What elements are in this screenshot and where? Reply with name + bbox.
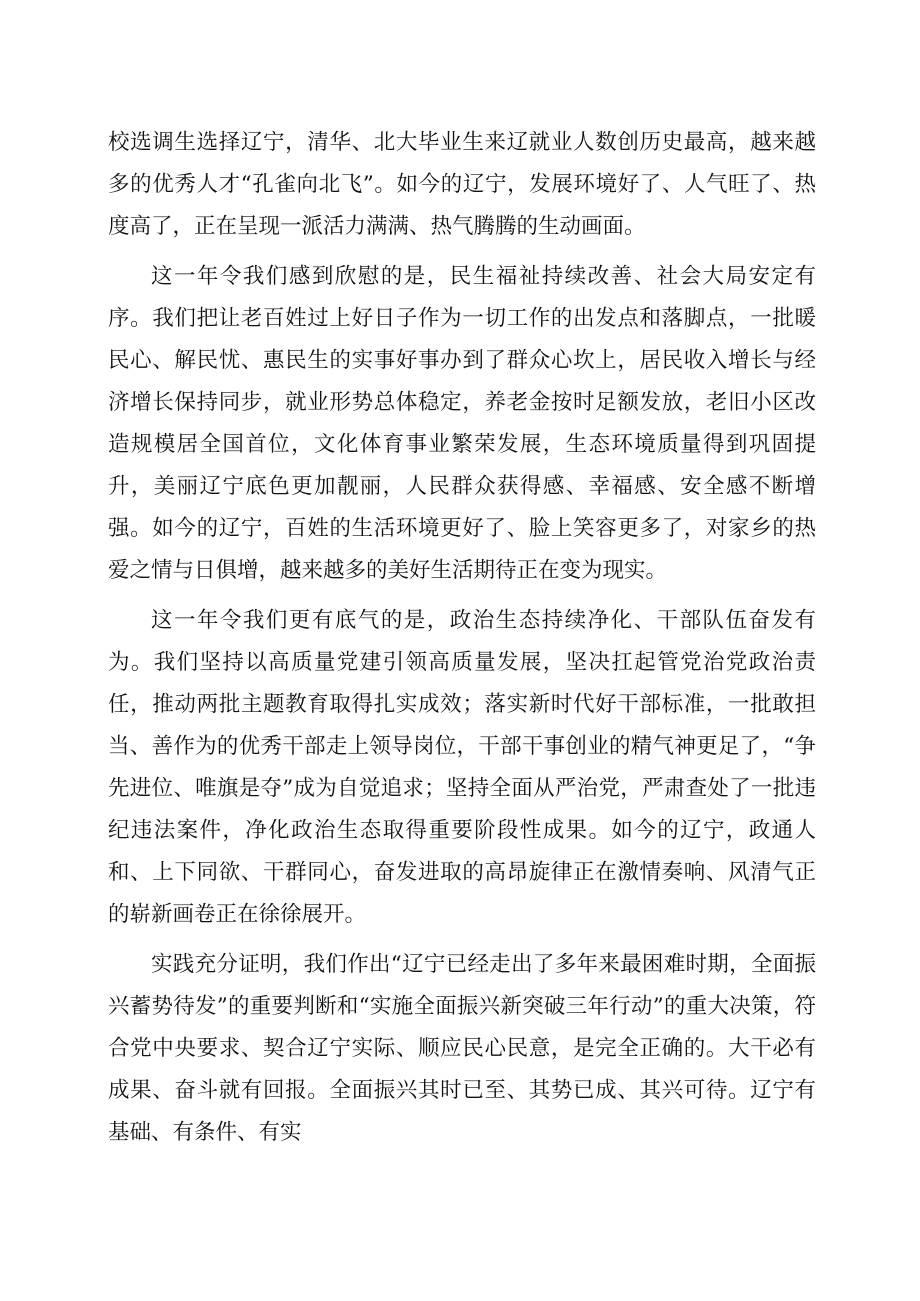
document-body bbox=[108, 122, 816, 1154]
paragraph-1: 校选调生选择辽宁，清华、北大毕业生来辽就业人数创历史最高，越来越多的优秀人才“孔雀向北飞”。如今的辽宁，发展环境好了、人气旺了、热度高了，正在呈现一派活力满满、热气腾腾的生动画面。 bbox=[108, 130, 816, 239]
paragraph-3: 这一年令我们更有底气的是，政治生态持续净化、干部队伍奋发有为。我们坚持以高质量党建引领高质量发展，坚决扛起管党治党政治责任，推动两批主题教育取得扎实成效；落实新时代好干部标准，一批敢担当、善作为的优秀干部走上领导岗位，干部干事创业的精气神更足了，“争先进位、唯旗是夺”成为自觉追求；坚持全面从严治党，严肃查处了一批违纪违法案件，净化政治生态取得重要阶段性成果。如今的辽宁，政通人和、上下同欲、干群同心，奋发进取的高昂旋律正在激情奏响、风清气正的崭新画卷正在徐徐展开。 bbox=[108, 608, 816, 927]
paragraph-4: 实践充分证明，我们作出“辽宁已经走出了多年来最困难时期，全面振兴蓄势待发”的重要判断和“实施全面振兴新突破三年行动”的重大决策，符合党中央要求、契合辽宁实际、顺应民心民意，是完全正确的。大干必有成果、奋斗就有回报。全面振兴其时已至、其势已成、其兴可待。辽宁有基础、有条件、有实 bbox=[108, 952, 816, 1145]
paragraph-2: 这一年令我们感到欣慰的是，民生福祉持续改善、社会大局安定有序。我们把让老百姓过上好日子作为一切工作的出发点和落脚点，一批暖民心、解民忧、惠民生的实事好事办到了群众心坎上，居民收入增长与经济增长保持同步，就业形势总体稳定，养老金按时足额发放，老旧小区改造规模居全国首位，文化体育事业繁荣发展，生态环境质量得到巩固提升，美丽辽宁底色更加靓丽，人民群众获得感、幸福感、安全感不断增强。如今的辽宁，百姓的生活环境更好了、脸上笑容更多了，对家乡的热爱之情与日俱增，越来越多的美好生活期待正在变为现实。 bbox=[108, 264, 816, 583]
